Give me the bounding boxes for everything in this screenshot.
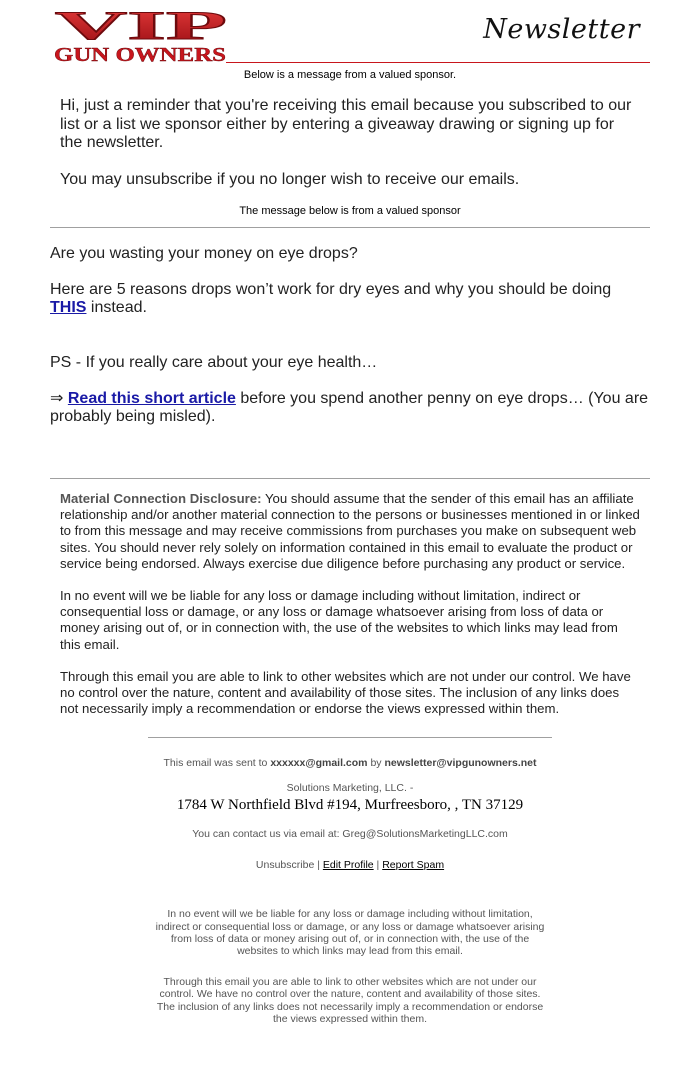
headline: Are you wasting your money on eye drops? <box>50 245 358 262</box>
reasons-paragraph <box>50 281 650 317</box>
sent-to-text: This email was sent to <box>163 757 271 770</box>
email-container <box>50 0 650 1025</box>
footer-links-disclaimer: Through this email you are able to link to other websites which are not under our control. We have no control over the nature, content and availability of those sites. The inclusion of any links does not necessarily imply a recommendation or endorse the views expressed within them. <box>156 976 544 1025</box>
intro-block <box>50 97 650 189</box>
header-divider <box>226 62 650 63</box>
vip-gun-owners-logo[interactable] <box>52 8 228 64</box>
contact-line: You can contact us via email at: Greg@SolutionsMarketingLLC.com <box>192 828 508 841</box>
disclosure-paragraph-3: Through this email you are able to link to other websites which are not under our control. We have no control over the nature, content and availability of those sites. The inclusion of any links does not necessarily imply a recommendation or endorse the views expressed within them. <box>60 668 631 717</box>
company-address: 1784 W Northfield Blvd #194, Murfreesboro, , TN 37129 <box>176 797 524 814</box>
disclosure-text-1: You should assume that the sender of this email has an affiliate relationship and/or another material connection to the persons or businesses mentioned in or linked to from this message and may receive commissions from purchases you make on subsequent web sites. You should never rely solely on information contained in this email to evaluate the product or service being endorsed. Always exercise due diligence before purchasing any product or service. <box>60 491 640 571</box>
newsletter-title: Newsletter <box>483 14 640 45</box>
section-divider <box>50 227 650 228</box>
intro-unsubscribe-text: You may unsubscribe if you no longer wish to receive our emails. <box>60 170 520 188</box>
disclosure-label: Material Connection Disclosure: <box>60 491 262 506</box>
this-link[interactable]: THIS <box>50 299 87 316</box>
disclosure-block <box>50 491 650 717</box>
reasons-text: Here are 5 reasons drops won’t work for dry eyes and why you should be doing <box>50 281 612 298</box>
disclosure-paragraph-2: In no event will we be liable for any loss or damage including without limitation, indirect or consequential loss or damage, or any loss or damage whatsoever arising from loss of data or money arising out of, or in connection with, the use of the websites to which links may lead from this email. <box>60 588 618 652</box>
article-paragraph <box>50 390 650 426</box>
sponsor-note-2: The message below is from a valued sponsor <box>239 205 461 217</box>
read-article-link[interactable]: Read this short article <box>67 390 236 407</box>
unsubscribe-link[interactable]: Unsubscribe <box>255 859 315 872</box>
recipient-email: xxxxxx@gmail.com <box>270 757 368 770</box>
reasons-tail: instead. <box>86 299 147 316</box>
sender-email: newsletter@vipgunowners.net <box>384 757 537 770</box>
ps-text: PS - If you really care about your eye health… <box>50 354 378 371</box>
footer-links <box>50 859 650 871</box>
edit-profile-link[interactable]: Edit Profile <box>322 859 374 872</box>
disclosure-divider <box>50 478 650 479</box>
sponsor-message <box>50 245 650 426</box>
article-tail: before you spend another penny on eye drops… (You are probably being misled). <box>50 390 649 425</box>
sent-by-text: by <box>367 757 385 770</box>
arrow-icon: ⇒ <box>50 390 68 407</box>
header <box>50 0 650 66</box>
disclosure-paragraph-1 <box>60 491 640 572</box>
logo-line2: GUN OWNERS <box>54 44 226 64</box>
sent-to-line <box>50 757 650 769</box>
link-separator: | <box>314 859 323 872</box>
footer <box>50 757 650 1025</box>
link-separator: | <box>373 859 383 872</box>
footer-divider <box>148 737 552 738</box>
company-name: Solutions Marketing, LLC. - <box>286 782 414 795</box>
sponsor-note: Below is a message from a valued sponsor. <box>243 69 457 81</box>
logo-line1: VIP <box>55 8 227 48</box>
intro-subscription-text: Hi, just a reminder that you're receiving this email because you subscribed to our list or a list we sponsor either by entering a giveaway drawing or signing up for the newsletter. <box>60 97 632 151</box>
report-spam-link[interactable]: Report Spam <box>382 859 445 872</box>
footer-liability-text: In no event will we be liable for any loss or damage including without limitation, indirect or consequential loss or damage, or any loss or damage whatsoever arising from loss of data or money arising out of, or in connection with, the use of the websites to which links may lead from this email. <box>155 908 545 958</box>
